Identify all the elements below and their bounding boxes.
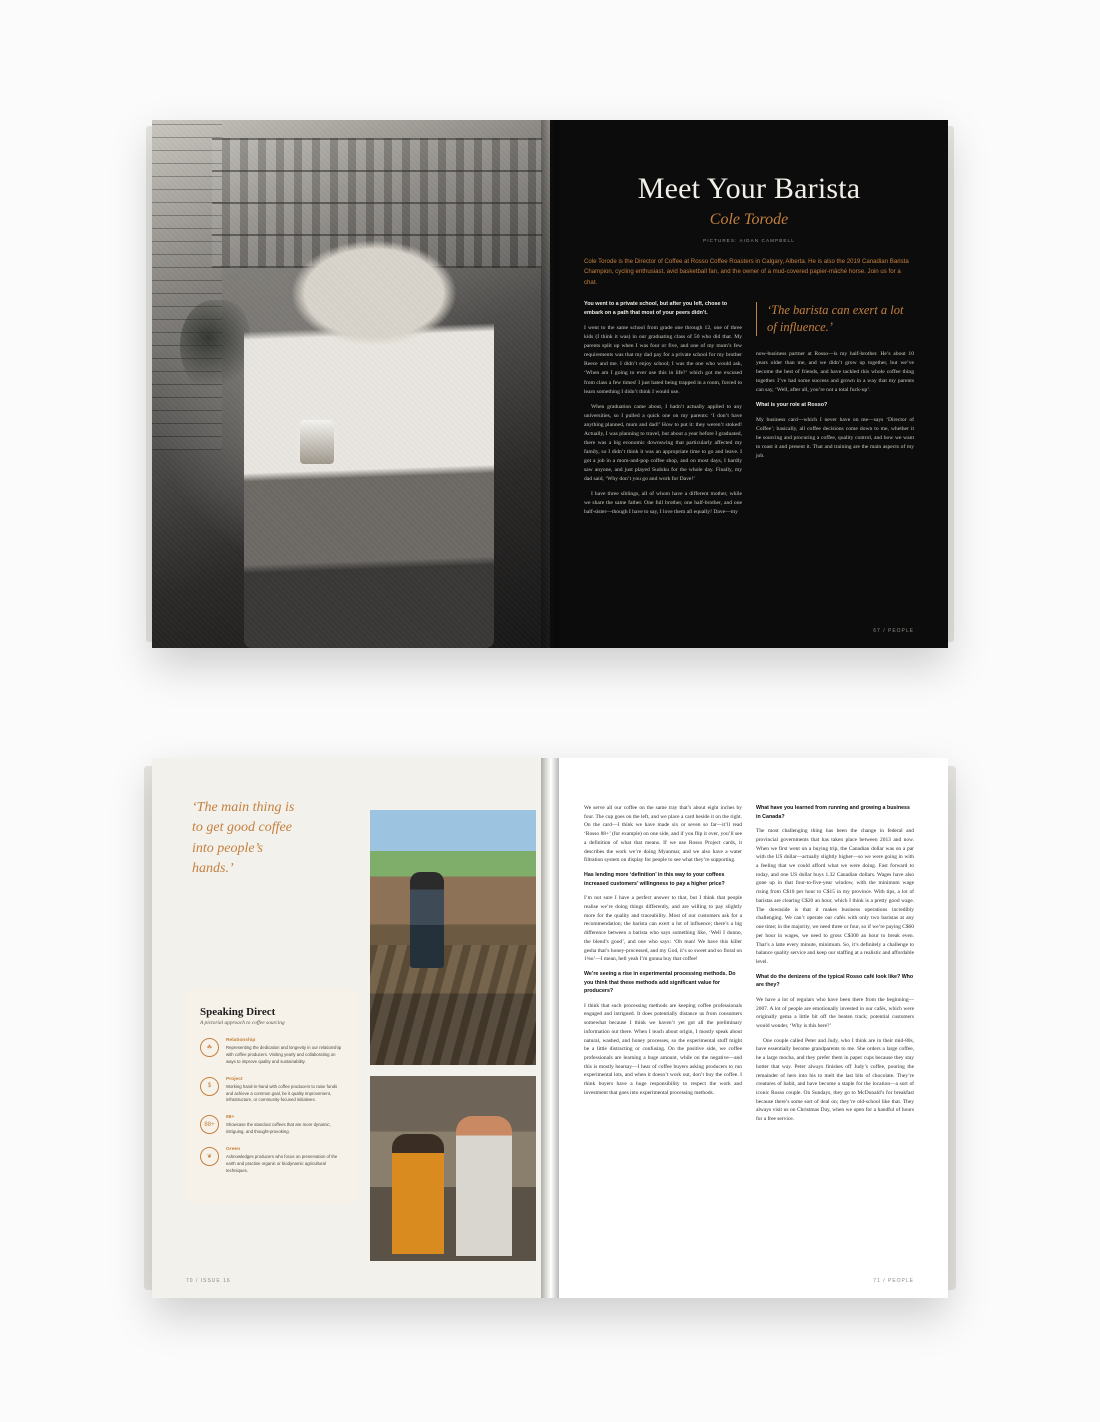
folio: 67 / PEOPLE [873,628,914,634]
warehouse-photo [370,1076,536,1261]
person-in-orange [392,1134,444,1254]
list-item [200,1115,344,1136]
magazine-spread-two [152,758,948,1298]
list-item-title: Relationship [226,1038,256,1043]
film-grain-overlay [152,120,550,648]
column-two [756,300,914,523]
body-paragraph: When graduation came about, I hadn’t actually applied to any universities, so I pulled a quick one on my parents: ‘I don’t have anything planned, mum and dad!’ How to put it: they weren’t stoked! Actually, I was planning to travel, but about a year before I graduated, there was a big economic downswing that particularly affected my family, so I didn’t think it was an appropriate time to go and leave. I got a job in a mom-and-pop coffee shop, and on most days, I hardly saw anyone, and just played Sudoku for the whole day. Finally, my dad said, ‘Why don’t you go and work for Dave!’ [584,403,742,482]
list-item [200,1147,344,1175]
column-two [756,804,914,1130]
coin-icon: $ [200,1077,219,1096]
page-edge-right [948,766,956,1290]
drying-beds-photo [370,810,536,1065]
body-columns [584,300,914,523]
standfirst: Cole Torode is the Director of Coffee at Rosso Coffee Roasters in Calgary, Alberta. He is also the 2019 Canadian Barista Champion, cycling enthusiast, avid basketball fan, and the owner of a mud-covered papier-mâché horse. Join us for a chat. [584,258,909,286]
list-item-title: 88+ [226,1115,235,1121]
body-paragraph: We have a lot of regulars who have been there from the beginning—2007. A lot of people are emotionally invested in our cafés, which were originally gema a little bit off the beaten track; potential customers would wonder, ‘Why is this here?’ [756,996,914,1029]
list-item-title: Green [226,1147,241,1152]
list-item-text: Showcase the standout coffees that are more dynamic, intriguing, and thought-provoking. [226,1122,331,1135]
column-one [584,300,742,523]
body-paragraph: I have three siblings, all of whom have a different mother, while we share the same father. One full brother, one half-brother, and one half-sister—though I have to say, I love them all equally! Dave—my [584,491,742,516]
body-paragraph: The most challenging thing has been the change in federal and provincial governments that has taken place between 2013 and now. When we first went on a buying trip, the Canadian dollar was on a par with the US dollar—actually slightly higher—so we were going in with a feeling that we could afford what we were doing. Fast forward to today, and one US dollar buys 1.32 Canadian dollars. Wages have also gone up in that four-to-five-year window, with the minimum wage rising from C$10 per hour to C$15 in my province. With tips, a lot of baristas are clearing C$20 an hour, which I think is a pretty good wage. The downside is that it makes business operations incredibly challenging. We can’t operate our cafés with only two baristas at any one time; in the majority, we need three or four, so if we’re paying C$60 per hour in wages, we need to gross C$300 an hour to break even. That’s a latte every minute, minimum. So, it’s definitely a challenge to balance quality service and keep our staffing at a realistic and affordable level. [756,828,914,965]
leaf-icon: ❦ [200,1147,219,1166]
body-columns [584,804,914,1130]
producer-figure [410,872,444,968]
column-one [584,804,742,1130]
body-paragraph: My business card—which I never have on me—says ‘Director of Coffee’; basically, all coffee decisions come down to me, whether it be sourcing and procuring a coffee, quality control, and how we want to roast it and present it. That and training are the main aspects of my job. [756,417,914,460]
list-item [200,1077,344,1105]
portrait-photo-page [152,120,550,648]
feature-page-right [550,758,948,1298]
folio: 70 / ISSUE 16 [186,1278,231,1284]
interview-question: What do the denizens of the typical Rosso café look like? Who are they? [756,973,914,989]
list-item-title: Project [226,1076,243,1082]
page-edge-left [144,766,152,1290]
interview-question: We’re seeing a rise in experimental processing methods. Do you think that these methods add significant value for producers? [584,970,736,995]
article-subtitle: Cole Torode [709,211,789,228]
feature-page-left [152,758,550,1298]
body-paragraph: I went to the same school from grade one through 12, one of three kids (I think it was) in our graduating class of 50 who did that. My parents split up when I was four or five, and one of my mum’s few requirements was that my dad pay for a private school for my brother Reece and me. I didn’t enjoy school; I was the one who would ask, ‘When am I going to ever use this in life?’ which got me excused from class a few times! I just hated being trapped in a room, forced to learn something I didn’t think I would use. [584,325,742,395]
body-paragraph: One couple called Peter and Judy, who I think are in their mid-80s, have essentially become grandparents to me. She orders a large coffee, he a large mocha, and they prefer them in paper cups because they stay hotter that way. Peter always finishes off Judy’s coffee, pouring the remainder of hers into his to melt the last bits of chocolate. They’re creatures of habit, and have become a staple for the location—a sort of iconic Rosso couple. On Sundays, they go to McDonald’s for breakfast because there’s some sort of deal on; they’re old-school like that. They always visit us on Christmas Day, when we open for a handful of hours for a free service. [756,1037,914,1123]
drying-beds [370,945,536,1065]
body-paragraph: I think that such processing methods are keeping coffee professionals engaged and intrigued. It does potentially distance us from consumers somewhat because I think we haven’t yet got all the preliminary information out there. When I teach about origin, I mostly speak about natural, washed, and honey processes, so the experimental stuff might be a little distracting or confusing. On the positive side, we coffee professionals are learning a huge amount, while on the negative—and this is mostly hearsay—I hear of coffee buyers asking producers to run experimental lots, and when it doesn’t work out, don’t buy the coffee. I think buyers have a huge responsibility to respect the work and investment that goes into experimental processing methods. [584,1002,742,1096]
folio: 71 / PEOPLE [873,1278,914,1284]
pull-quote: ‘The barista can exert a lot of influence.’ [756,302,914,336]
body-paragraph: I’m not sure I have a perfect answer to that, but I think that people realise we’re doing things differently, and are willing to pay slightly more for the quality and traceability. Most of our customers ask for a recommendation; the barista can exert a lot of influence; there’s a big difference between a barista who says something like, ‘Well I dunno, the blend’s good’, and one who says: ‘Oh man! We have this killer gesha that’s honey-processed, and my God, it’s so sweet and so floral on 1¾o’—I mean, hell yeah I’m gonna buy that coffee! [584,895,742,963]
photo-credit: PICTURES: AIDAN CAMPBELL [703,238,795,243]
sidebar-speaking-direct [186,990,358,1202]
list-item-text: Working hand-in-hand with coffee producers to raise funds and achieve a common goal, be it quality improvement, infrastructure, or community-focused initiatives. [226,1083,338,1103]
list-item-text: Acknowledges producers who focus on preservation of the earth and practise organic or biodynamic agricultural techniques. [226,1154,338,1173]
left-pull-quote: ‘The main thing is to get good coffee into people’s hands.’ [192,800,295,876]
list-item [200,1038,344,1066]
barista-portrait-photo [152,120,550,648]
interview-question: What is your role at Rosso? [756,402,828,409]
sidebar-title: Speaking Direct [200,1006,276,1018]
body-paragraph: We serve all our coffee on the same tray that’s about eight inches by four. The cup goes on the left, and we place a card beside it on the right. On the card—I think we have made six or seven so far—it’ll read ‘Rosso 88+’ (for example) on one side, and if you flip it over, you’ll see a definition of what that means. If we use Rosso Project cards, it describes the work we’re doing Myanmar, and we also have a water filtration system on display for people to see what they’re supporting. [584,805,742,864]
interview-question: What have you learned from running and growing a business in Canada? [756,805,910,820]
handshake-icon: ☘ [200,1038,219,1057]
magazine-spread-one [152,120,948,648]
page-title: Meet Your Barista [637,172,861,205]
interview-question: You went to a private school, but after you left, chose to embark on a path that most of your peers didn’t. [584,301,728,317]
score-icon: 88+ [200,1115,219,1134]
person-in-grey [456,1116,512,1256]
page-edge-right [948,126,954,642]
sidebar-subtitle: A pictorial approach to coffee sourcing [200,1020,285,1026]
article-opening-page [550,120,948,648]
interview-question: Has lending more ‘definition’ in this way to your coffees increased customers’ willingness to pay a higher price? [584,872,725,887]
body-paragraph: now-business partner at Rosso—is my half-brother. He’s about 10 years older than me, and we didn’t grow up together, but we’ve become the best of friends, and have tackled this whole coffee thing together. I’ve had some success and grown in a way that my parents can say, ‘Well, after all, you’re not a total fuck-up’. [756,351,914,394]
list-item-text: Representing the dedication and longevity in our relationship with coffee producers. Visiting yearly and collaborating on ways to improve quality and sustainability. [226,1045,342,1064]
